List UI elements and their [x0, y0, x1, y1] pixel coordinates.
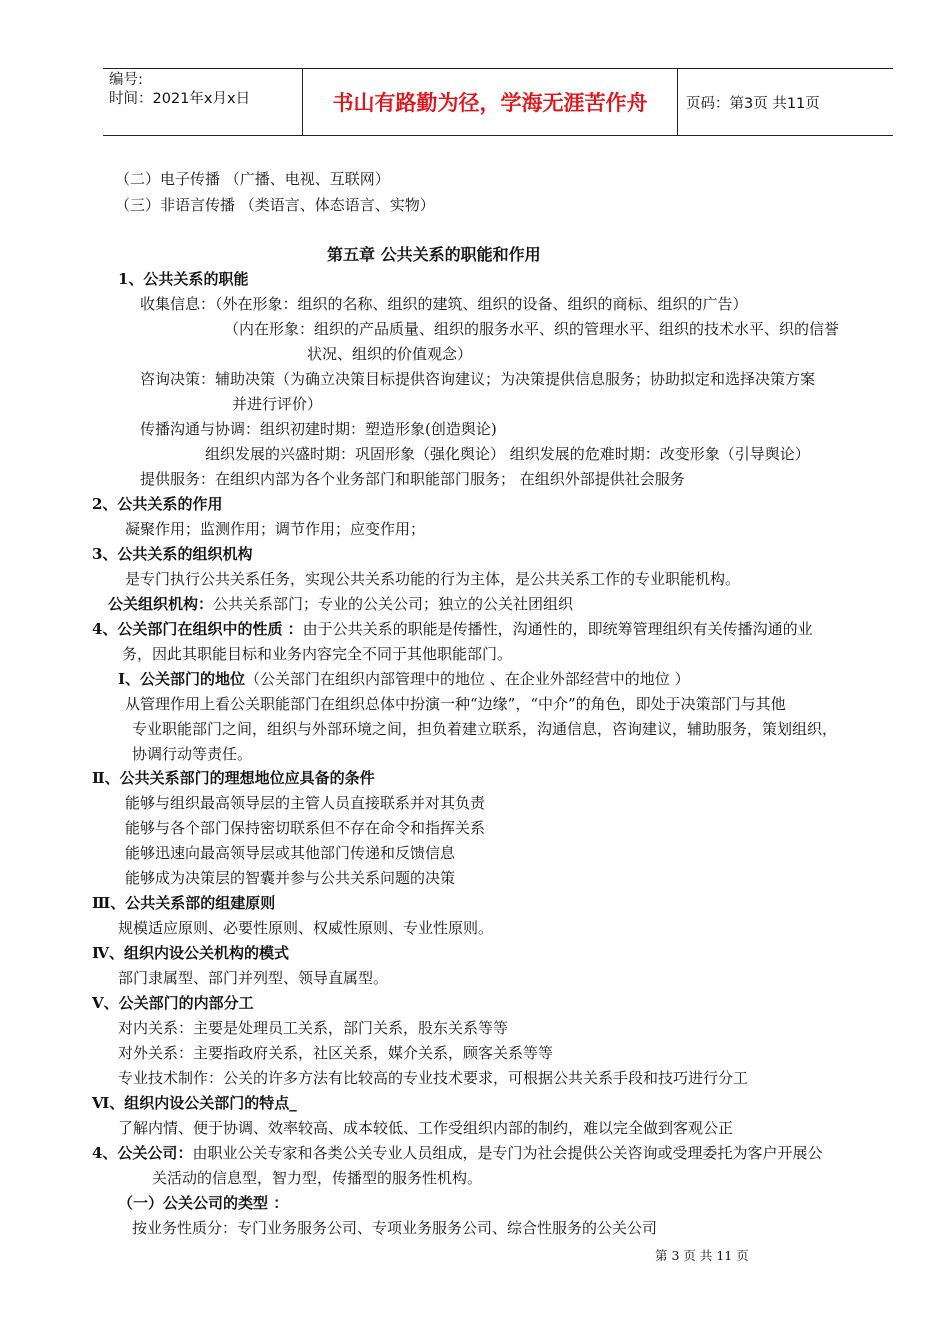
- text-line: 收集信息：（外在形象：组织的名称、组织的建筑、组织的设备、组织的商标、组织的广告）: [140, 295, 748, 313]
- text-line: 组织发展的兴盛时期：巩固形象（强化舆论） 组织发展的危难时期：改变形象（引导舆论）: [205, 445, 810, 463]
- text-line: 并进行评价）: [232, 395, 323, 413]
- serial-label: 编号:: [109, 72, 143, 88]
- text-line: 状况、组织的价值观念）: [307, 345, 473, 363]
- inline-text: 由职业公关专家和各类公关专业人员组成，是专门为社会提供公关咨询或受理委托为客户开展公: [192, 1144, 823, 1162]
- section-heading: Ⅳ、组织内设公关机构的模式: [92, 944, 290, 962]
- text-line: 规模适应原则、必要性原则、权威性原则、专业性原则。: [118, 919, 494, 937]
- text-line: 凝聚作用；监测作用；调节作用；应变作用；: [125, 520, 426, 538]
- bold-label: Ⅰ、公关部门的地位: [118, 670, 246, 688]
- text-line: 部门隶属型、部门并列型、领导直属型。: [118, 969, 389, 987]
- text-line: 专业职能部门之间，组织与外部环境之间，担负着建立联系，沟通信息，咨询建议，辅助服务，策划组织，: [132, 720, 838, 738]
- section-heading: 2、公共关系的作用: [92, 495, 223, 513]
- section-heading: Ⅱ、公共关系部门的理想地位应具备的条件: [92, 769, 375, 787]
- inline-text: （公关部门在组织内部管理中的地位 、在企业外部经营中的地位 ）: [245, 670, 690, 688]
- section-heading: Ⅵ、组织内设公关部门的特点_: [92, 1094, 297, 1112]
- text-line: 对内关系：主要是处理员工关系，部门关系，股东关系等等: [118, 1019, 509, 1037]
- bold-label: 4、公关公司：: [92, 1144, 193, 1162]
- text-line: 能够迅速向最高领导层或其他部门传递和反馈信息: [125, 844, 456, 862]
- text-line: 能够与各个部门保持密切联系但不存在命令和指挥关系: [125, 819, 486, 837]
- text-line: 按业务性质分：专门业务服务公司、专项业务服务公司、综合性服务的公关公司: [132, 1219, 658, 1237]
- text-line: 咨询决策：辅助决策（为确立决策目标提供咨询建议；为决策提供信息服务；协助拟定和选择决策方案: [140, 370, 816, 388]
- text-line: 是专门执行公共关系任务，实现公共关系功能的行为主体，是公共关系工作的专业职能机构。: [125, 570, 741, 588]
- section-heading: Ⅴ、公关部门的内部分工: [92, 994, 254, 1012]
- bold-label: 公关组织机构：: [108, 595, 214, 613]
- header-page-label: 页码：第3页 共11页: [686, 95, 820, 112]
- text-line: 协调行动等责任。: [132, 745, 253, 763]
- text-line: 传播沟通与协调：组织初建时期：塑造形象(创造舆论): [140, 420, 497, 438]
- text-line: [92, 1142, 822, 1164]
- section-heading: 1、公共关系的职能: [118, 270, 249, 288]
- text-line: [118, 668, 690, 690]
- text-line: 从管理作用上看公关职能部门在组织总体中扮演一种“边缘”，“中介”的角色，即处于决策部门与其他: [125, 695, 786, 713]
- bold-label: 4、公关部门在组织中的性质 ：: [92, 620, 303, 638]
- time-label: 时间：2021年x月x日: [109, 91, 251, 107]
- text-line: 提供服务：在组织内部为各个业务部门和职能部门服务； 在组织外部提供社会服务: [140, 470, 685, 488]
- text-line: （三）非语言传播 （类语言、体态语言、实物）: [115, 196, 435, 214]
- section-heading: 3、公共关系的组织机构: [92, 545, 253, 563]
- text-line: [108, 593, 573, 615]
- section-heading: Ⅲ、公共关系部的组建原则: [92, 894, 276, 912]
- page-header: [103, 68, 893, 136]
- text-line: （二）电子传播 （广播、电视、互联网）: [115, 170, 390, 188]
- header-motto: 书山有路勤为径，学海无涯苦作舟: [303, 69, 678, 135]
- text-line: 了解内情、便于协调、效率较高、成本较低、工作受组织内部的制约，难以完全做到客观公正: [118, 1119, 734, 1137]
- text-line: （内在形象：组织的产品质量、组织的服务水平、织的管理水平、组织的技术水平、织的信誉: [224, 320, 840, 338]
- text-line: 务，因此其职能目标和业务内容完全不同于其他职能部门。: [122, 645, 513, 663]
- inline-text: 由于公共关系的职能是传播性，沟通性的，即统筹管理组织有关传播沟通的业: [302, 620, 813, 638]
- text-line: 对外关系：主要指政府关系，社区关系，媒介关系，顾客关系等等: [118, 1044, 554, 1062]
- text-line: [92, 618, 813, 640]
- text-line: 专业技术制作：公关的许多方法有比较高的专业技术要求，可根据公共关系手段和技巧进行分工: [118, 1069, 749, 1087]
- text-line: 关活动的信息型，智力型，传播型的服务性机构。: [152, 1169, 483, 1187]
- text-line: 能够成为决策层的智囊并参与公共关系问题的决策: [125, 869, 456, 887]
- inline-text: 公共关系部门；专业的公关公司；独立的公关社团组织: [213, 595, 574, 613]
- header-meta-cell: [103, 69, 303, 135]
- section-heading: （一）公关公司的类型 ：: [118, 1194, 289, 1212]
- page-footer: 第 3 页 共 11 页: [655, 1248, 749, 1263]
- text-line: 能够与组织最高领导层的主管人员直接联系并对其负责: [125, 794, 486, 812]
- chapter-title: 第五章 公共关系的职能和作用: [327, 245, 541, 264]
